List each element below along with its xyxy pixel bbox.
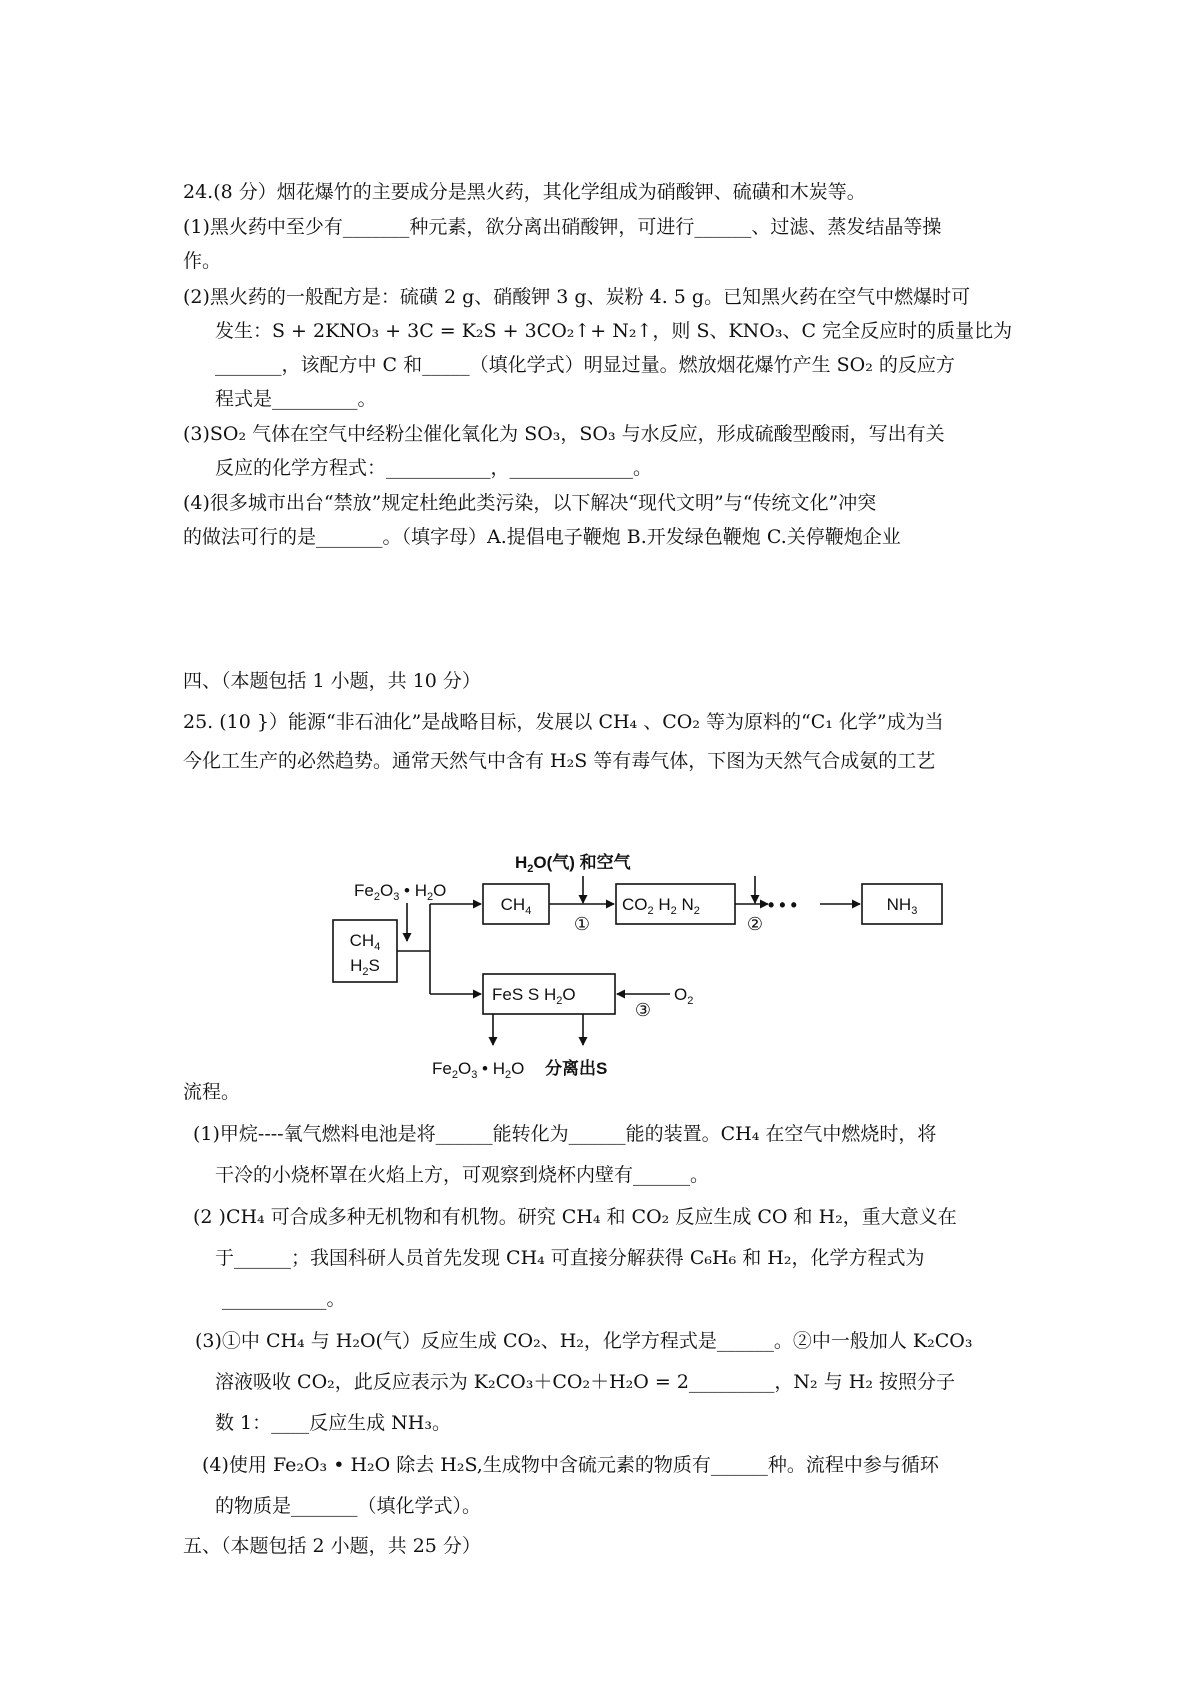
fes-box-label: FeS S $H_2O$ xyxy=(492,985,576,1007)
q24-title: 24.(8 分）烟花爆竹的主要成分是黑火药，其化学组成为硝酸钾、硫磺和木炭等。 xyxy=(183,181,866,203)
q25-part2-blank: ___________。 xyxy=(222,1288,346,1310)
section-5-heading: 五、（本题包括 2 小题，共 25 分） xyxy=(183,1535,481,1557)
reagent-fe2o3-label: $Fe_2O_3$ • $H_2O$ xyxy=(354,881,447,903)
step2-marker: ② xyxy=(746,914,764,934)
q24-part1: (1)黑火药中至少有_______种元素，欲分离出硝酸钾，可进行______、过滤、蒸发结晶等操 xyxy=(183,216,942,238)
q25-part2: (2 )CH₄ 可合成多种无机物和有机物。研究 CH₄ 和 CO₂ 反应生成 CO 和 H₂，重大意义在 xyxy=(193,1206,957,1228)
q25-intro: 25. (10 }）能源“非石油化”是战略目标，发展以 CH₄ 、CO₂ 等为原料的“C₁ 化学”成为当 xyxy=(183,711,944,733)
q25-part4: (4)使用 Fe₂O₃ • H₂O 除去 H₂S,生成物中含硫元素的物质有______种。流程中参与循环 xyxy=(202,1454,939,1476)
q25-part3-cont: 溶液吸收 CO₂，此反应表示为 K₂CO₃＋CO₂＋H₂O = 2_________，N₂ 与 H₂ 按照分子 xyxy=(215,1371,955,1393)
mid-box-label: $CO_2$ $H_2$ $N_2$ xyxy=(622,895,700,917)
q24-part3-cont: 反应的化学方程式：___________，_____________。 xyxy=(215,457,653,479)
q25-part2-cont: 于______；我国科研人员首先发现 CH₄ 可直接分解获得 C₆H₆ 和 H₂，化学方程式为 xyxy=(215,1247,925,1269)
o2-label: $O_2$ xyxy=(674,985,694,1007)
ellipsis-dots: • • • xyxy=(768,895,797,915)
q25-part3-end: 数 1：____反应生成 NH₃。 xyxy=(215,1412,451,1434)
q25-part4-cont: 的物质是_______（填化学式）。 xyxy=(215,1495,482,1517)
svg-text:CH4: $CH_4$ xyxy=(500,895,532,917)
q24-part2-blank: _______，该配方中 C 和_____（填化学式）明显过量。燃放烟花爆竹产生 SO₂ 的反应方 xyxy=(215,354,955,376)
q25-part3: (3)①中 CH₄ 与 H₂O(气）反应生成 CO₂、H₂，化学方程式是______。②中一般加人 K₂CO₃ xyxy=(195,1330,973,1352)
section-4-heading: 四、（本题包括 1 小题，共 10 分） xyxy=(183,670,481,692)
feed-label-ch4: $CH_4$ xyxy=(349,931,381,953)
output-s-label: 分离出S xyxy=(545,1059,608,1078)
svg-text:NH3: $NH_3$ xyxy=(886,895,918,917)
q25-part1: (1)甲烷----氧气燃料电池是将______能转化为______能的装置。CH₄ 在空气中燃烧时，将 xyxy=(193,1123,937,1145)
feed-label-h2s: $H_2S$ xyxy=(350,956,380,978)
q24-part2: (2)黑火药的一般配方是：硫磺 2 g、硝酸钾 3 g、炭粉 4. 5 g。已知黑火药在空气中燃爆时可 xyxy=(183,286,971,308)
q24-part2-end: 程式是_________。 xyxy=(215,388,377,410)
q24-part3: (3)SO₂ 气体在空气中经粉尘催化氧化为 SO₃，SO₃ 与水反应，形成硫酸型酸雨，写出有关 xyxy=(183,423,945,445)
q25-figure-caption-end: 流程。 xyxy=(183,1081,241,1103)
q24-part4-options: 的做法可行的是_______。（填字母）A.提倡电子鞭炮 B.开发绿色鞭炮 C.关停鞭炮企业 xyxy=(183,526,901,548)
output-fe2o3-label: $Fe_2O_3$ • $H_2O$ xyxy=(432,1059,525,1081)
q24-part2-equation: 发生：S + 2KNO₃ + 3C = K₂S + 3CO₂↑+ N₂↑，则 S、KNO₃、C 完全反应时的质量比为 xyxy=(215,320,1013,342)
steam-air-label: $H_2O$(气) 和空气 xyxy=(515,853,631,875)
q24-part1-cont: 作。 xyxy=(183,250,222,272)
step3-marker: ③ xyxy=(634,1000,652,1020)
step1-marker: ① xyxy=(573,914,591,934)
q25-intro-cont: 今化工生产的必然趋势。通常天然气中含有 H₂S 等有毒气体，下图为天然气合成氨的工艺 xyxy=(183,750,936,772)
q24-part4: (4)很多城市出台“禁放”规定杜绝此类污染，以下解决“现代文明”与“传统文化”冲突 xyxy=(183,492,877,514)
q25-part1-cont: 干冷的小烧杯罩在火焰上方，可观察到烧杯内壁有______。 xyxy=(215,1164,710,1186)
